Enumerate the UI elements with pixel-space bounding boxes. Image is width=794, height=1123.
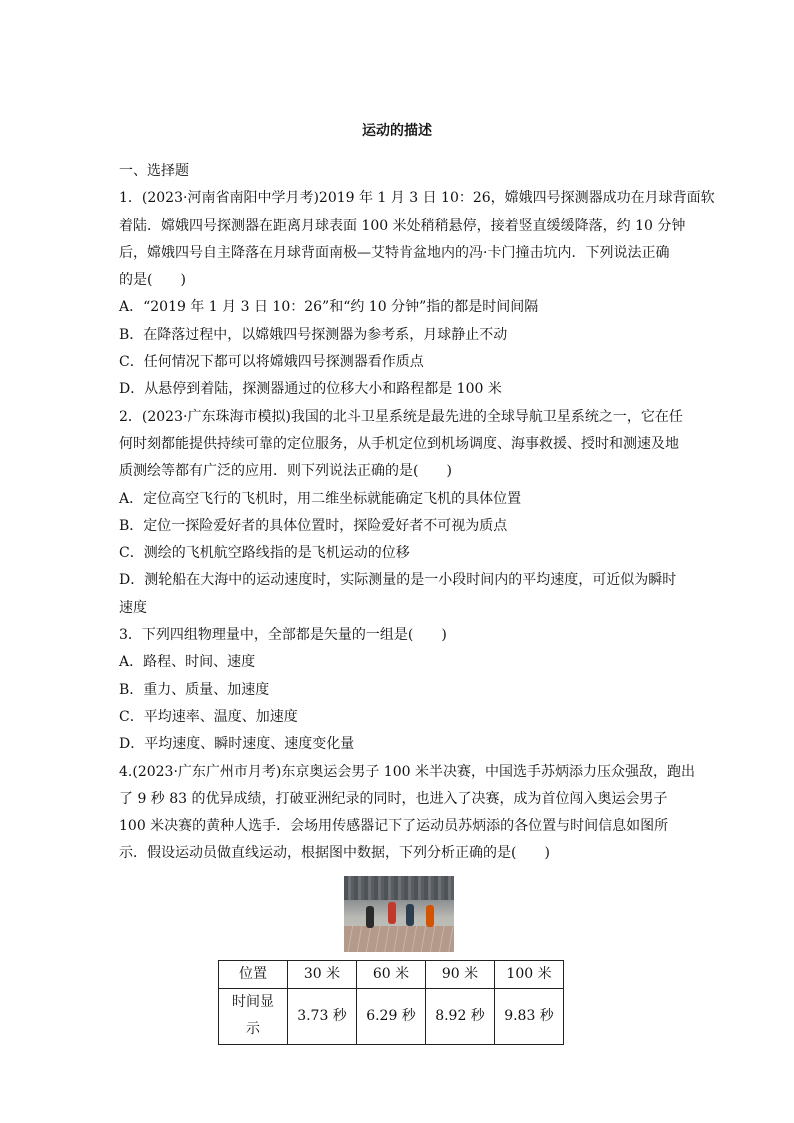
option-b: B．定位一探险爱好者的具体位置时，探险爱好者不可视为质点 xyxy=(119,517,508,534)
runner-figure xyxy=(406,904,414,926)
table-cell: 位置 xyxy=(219,960,288,988)
table-cell: 90 米 xyxy=(426,960,495,988)
question-text-line: 3．下列四组物理量中，全部都是矢量的一组是( ) xyxy=(119,627,447,644)
question-text-line: 的是( ) xyxy=(119,272,186,289)
section-heading: 一、选择题 xyxy=(119,163,189,179)
runner-figure xyxy=(366,906,374,928)
table-cell: 6.29 秒 xyxy=(357,989,426,1045)
option-c: C．任何情况下都可以将嫦娥四号探测器看作质点 xyxy=(119,354,424,371)
table-cell: 9.83 秒 xyxy=(495,989,564,1045)
runner-figure xyxy=(426,905,434,927)
option-d: D．平均速度、瞬时速度、速度变化量 xyxy=(119,736,355,753)
table-cell: 30 米 xyxy=(288,960,357,988)
question-text-line: 何时刻都能提供持续可靠的定位服务，从手机定位到机场调度、海事救援、授时和测速及地 xyxy=(119,435,679,452)
position-time-table xyxy=(218,960,564,1045)
option-b: B．在降落过程中，以嫦娥四号探测器为参考系，月球静止不动 xyxy=(119,326,508,343)
question-1 xyxy=(119,185,715,403)
question-content xyxy=(119,158,715,1045)
table-row xyxy=(219,989,564,1045)
question-text-line: 100 米决赛的黄种人选手．会场用传感器记下了运动员苏炳添的各位置与时间信息如图所 xyxy=(119,818,669,835)
option-c: C．平均速率、温度、加速度 xyxy=(119,708,298,725)
runner-figure xyxy=(388,902,396,924)
page-title: 运动的描述 xyxy=(362,123,432,139)
question-4 xyxy=(119,759,695,868)
table-row xyxy=(219,960,564,988)
question-text-line: 2．(2023·广东珠海市模拟)我国的北斗卫星系统是最先进的全球导航卫星系统之一，它在任 xyxy=(119,408,683,425)
option-b: B．重力、质量、加速度 xyxy=(119,681,270,698)
question-text-line: 1．(2023·河南省南阳中学月考)2019 年 1 月 3 日 10：26，嫦娥四号探测器成功在月球背面软 xyxy=(119,190,715,207)
option-d: D．从悬停到着陆，探测器通过的位移大小和路程都是 100 米 xyxy=(119,381,502,398)
question-2 xyxy=(119,404,683,622)
option-d: D．测轮船在大海中的运动速度时，实际测量的是一小段时间内的平均速度，可近似为瞬时 xyxy=(119,572,677,589)
question-text-line: 着陆．嫦娥四号探测器在距离月球表面 100 米处稍稍悬停，接着竖直缓缓降落，约 10 分钟 xyxy=(119,217,686,234)
question-text-line: 了 9 秒 83 的优异成绩，打破亚洲纪录的同时，也进入了决赛，成为首位闯入奥运会男子 xyxy=(119,790,668,807)
sprint-race-photo xyxy=(344,876,454,952)
table-cell: 8.92 秒 xyxy=(426,989,495,1045)
question-text-line: 后，嫦娥四号自主降落在月球背面南极—艾特肯盆地内的冯·卡门撞击坑内．下列说法正确 xyxy=(119,244,670,261)
option-a: A．“2019 年 1 月 3 日 10：26”和“约 10 分钟”指的都是时间间隔 xyxy=(119,299,539,316)
option-c: C．测绘的飞机航空路线指的是飞机运动的位移 xyxy=(119,545,410,562)
question-3 xyxy=(119,622,679,758)
question-text-line: 质测绘等都有广泛的应用．则下列说法正确的是( ) xyxy=(119,463,452,480)
table-cell: 3.73 秒 xyxy=(288,989,357,1045)
running-track xyxy=(344,926,454,952)
question-text-line: 4.(2023·广东广州市月考)东京奥运会男子 100 米半决赛，中国选手苏炳添力压众强敌，跑出 xyxy=(119,763,695,780)
question-text-line: 示．假设运动员做直线运动，根据图中数据，下列分析正确的是( ) xyxy=(119,845,550,862)
table-cell: 时间显示 xyxy=(219,989,288,1045)
option-a: A．路程、时间、速度 xyxy=(119,654,256,671)
stadium-stands xyxy=(344,876,454,900)
option-a: A．定位高空飞行的飞机时，用二维坐标就能确定飞机的具体位置 xyxy=(119,490,522,507)
table-cell: 60 米 xyxy=(357,960,426,988)
table-cell: 100 米 xyxy=(495,960,564,988)
option-d-continued: 速度 xyxy=(119,599,147,616)
